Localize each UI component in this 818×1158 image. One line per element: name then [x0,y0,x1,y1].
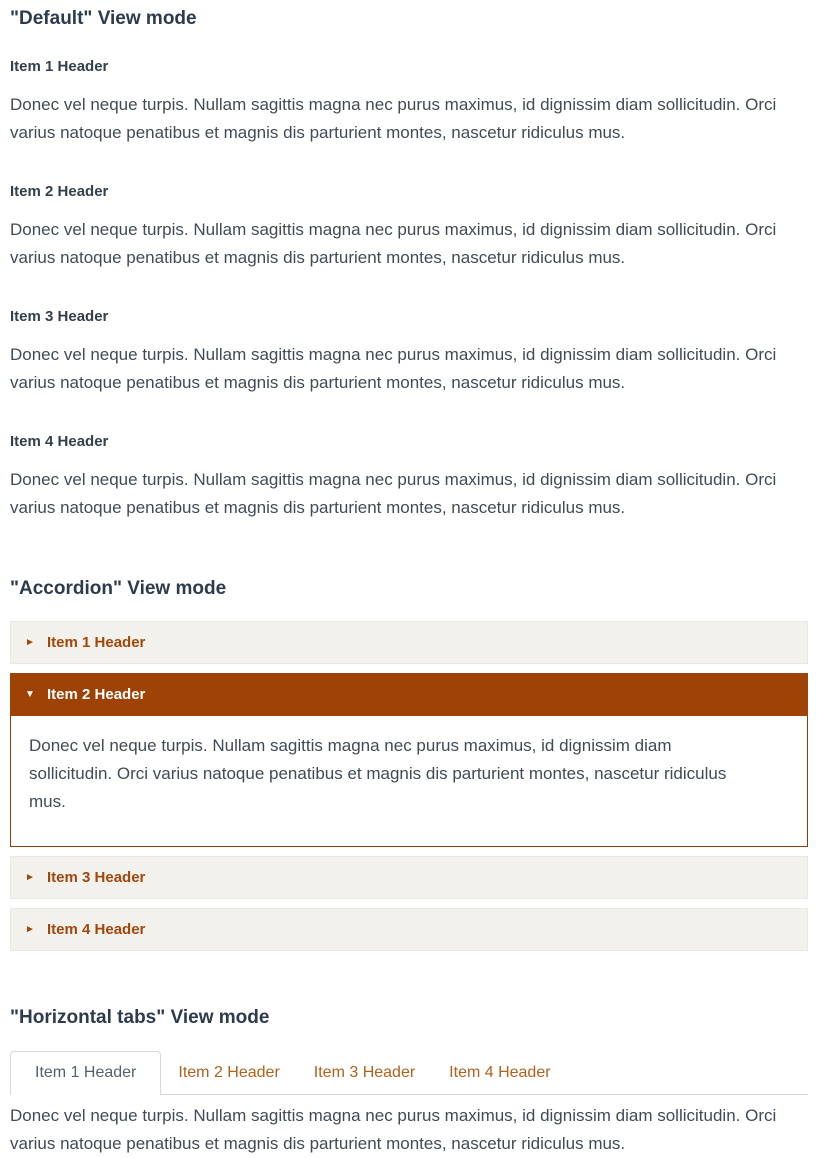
accordion-item-2 [10,673,808,847]
accordion-item-2-body: Donec vel neque turpis. Nullam sagittis magna nec purus maximus, id dignissim diam sollicitudin. Orci varius natoque penatibus et magnis dis parturient montes, nascetur ridiculus mus. [29,736,727,811]
tab-panel-body: Donec vel neque turpis. Nullam sagittis magna nec purus maximus, id dignissim diam sollicitudin. Orci varius natoque penatibus et magnis dis parturient montes, nascetur ridiculus mus. [10,1106,777,1153]
default-view-section [10,8,808,522]
accordion-item-2-panel [10,716,808,847]
default-item-3-header: Item 3 Header [10,308,109,325]
accordion-item-3 [10,856,808,899]
default-item-1-body: Donec vel neque turpis. Nullam sagittis magna nec purus maximus, id dignissim diam sollicitudin. Orci varius natoque penatibus et magnis dis parturient montes, nascetur ridiculus mus. [10,95,777,142]
chevron-right-icon: ► [25,636,35,648]
accordion-view-section [10,578,808,951]
default-item-4-header: Item 4 Header [10,433,109,450]
tab-item-3[interactable]: Item 3 Header [313,1064,416,1081]
chevron-right-icon: ► [25,871,35,883]
chevron-down-icon: ▼ [25,688,35,700]
accordion-view-title: "Accordion" View mode [10,578,227,599]
accordion-item-2-label: Item 2 Header [47,686,146,703]
accordion-item-1-toggle[interactable] [10,621,808,664]
tab-item-4[interactable]: Item 4 Header [449,1064,551,1081]
accordion-item-2-toggle[interactable] [10,673,808,716]
horizontal-tabs-title: "Horizontal tabs" View mode [10,1007,270,1028]
accordion-item-1 [10,621,808,664]
accordion-item-4-label: Item 4 Header [47,921,146,938]
default-item-1-header: Item 1 Header [10,58,109,75]
accordion [10,621,808,951]
tab-panel [10,1102,808,1158]
tab-bar [10,1051,808,1095]
default-item-3-body: Donec vel neque turpis. Nullam sagittis magna nec purus maximus, id dignissim diam sollicitudin. Orci varius natoque penatibus et magnis dis parturient montes, nascetur ridiculus mus. [10,345,777,392]
accordion-item-3-toggle[interactable] [10,856,808,899]
default-view-title: "Default" View mode [10,8,197,29]
accordion-item-3-label: Item 3 Header [47,869,146,886]
accordion-item-4 [10,908,808,951]
chevron-right-icon: ► [25,923,35,935]
tab-item-1[interactable]: Item 1 Header [10,1051,161,1095]
horizontal-tabs-section [10,1007,808,1158]
accordion-item-1-label: Item 1 Header [47,634,146,651]
tab-item-2[interactable]: Item 2 Header [178,1064,280,1081]
default-item-4-body: Donec vel neque turpis. Nullam sagittis magna nec purus maximus, id dignissim diam sollicitudin. Orci varius natoque penatibus et magnis dis parturient montes, nascetur ridiculus mus. [10,470,777,517]
default-item-2-header: Item 2 Header [10,183,109,200]
accordion-item-4-toggle[interactable] [10,908,808,951]
default-item-2-body: Donec vel neque turpis. Nullam sagittis magna nec purus maximus, id dignissim diam sollicitudin. Orci varius natoque penatibus et magnis dis parturient montes, nascetur ridiculus mus. [10,220,777,267]
